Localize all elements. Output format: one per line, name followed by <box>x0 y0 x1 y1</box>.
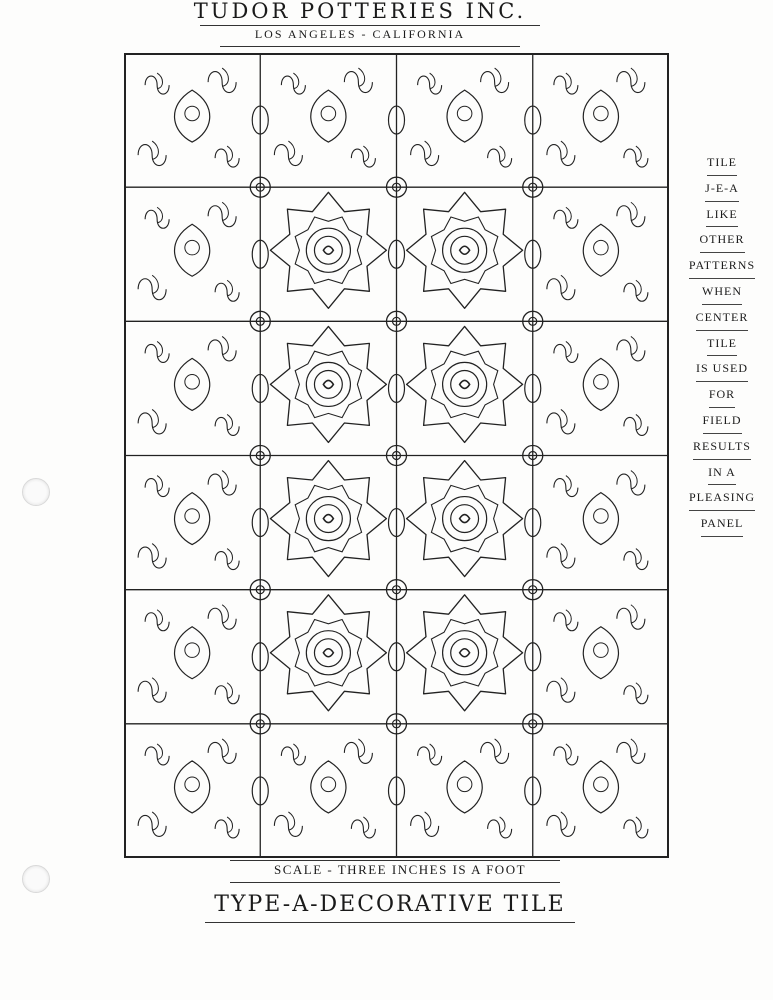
leaf-motif <box>175 358 210 410</box>
scroll-motif <box>624 686 648 704</box>
side-note-line: LIKE <box>706 202 737 228</box>
flower-inner <box>431 351 497 417</box>
flower-center <box>314 370 342 398</box>
scroll-curl <box>222 605 228 623</box>
scroll-motif <box>274 815 302 836</box>
leaf-eye <box>185 509 200 524</box>
flower-center <box>451 639 479 667</box>
scroll-curl <box>152 409 158 427</box>
company-city: LOS ANGELES - CALIFORNIA <box>254 27 466 41</box>
scroll-motif <box>624 283 648 301</box>
scroll-motif <box>554 210 578 228</box>
flower-ring <box>306 497 350 541</box>
scroll-curl <box>293 744 298 760</box>
tile-pattern-drawing <box>124 53 669 858</box>
scroll-motif <box>344 742 372 763</box>
scroll-curl <box>430 744 435 760</box>
scroll-motif <box>617 742 645 763</box>
scroll-motif <box>138 145 166 166</box>
scroll-curl <box>500 146 505 162</box>
side-note-line: TILE <box>707 150 737 176</box>
flower-inner <box>295 620 361 687</box>
scroll-motif <box>215 820 239 838</box>
scroll-curl <box>566 73 571 89</box>
scroll-motif <box>215 552 239 570</box>
scroll-motif <box>481 72 509 93</box>
scroll-curl <box>157 207 162 223</box>
scroll-motif <box>138 815 166 836</box>
scroll-curl <box>631 202 637 220</box>
leaf-motif <box>447 761 482 813</box>
scroll-curl <box>157 73 162 89</box>
flower-outline <box>270 461 386 577</box>
scroll-curl <box>425 812 431 830</box>
scroll-curl <box>227 146 232 162</box>
scroll-curl <box>495 739 501 757</box>
flower-outline <box>270 192 386 308</box>
flower-core <box>323 246 333 254</box>
flower-ring <box>306 362 350 406</box>
leaf-motif <box>447 90 482 142</box>
scale-rule-top <box>230 860 560 861</box>
flower-ring <box>306 228 350 272</box>
scroll-curl <box>157 744 162 760</box>
scroll-motif <box>547 145 575 166</box>
scroll-motif <box>215 283 239 301</box>
scroll-curl <box>636 146 641 162</box>
flower-center <box>451 370 479 398</box>
scroll-curl <box>152 275 158 293</box>
leaf-motif <box>583 493 618 545</box>
side-note-line: J-E-A <box>705 176 739 202</box>
leaf-eye <box>185 777 200 792</box>
leaf-eye <box>185 375 200 390</box>
flower-outline <box>270 595 386 711</box>
side-note-line: OTHER <box>700 227 745 253</box>
scroll-curl <box>561 409 567 427</box>
scroll-curl <box>495 68 501 86</box>
scroll-motif <box>344 72 372 93</box>
flower-center <box>451 505 479 533</box>
scroll-motif <box>208 72 236 93</box>
leaf-eye <box>321 777 336 792</box>
scroll-curl <box>561 275 567 293</box>
flower-core <box>323 515 333 523</box>
flower-outline <box>407 595 523 711</box>
scale-rule-bottom <box>230 882 560 883</box>
flower-ring <box>306 631 350 675</box>
side-note-line: WHEN <box>702 279 742 305</box>
scroll-curl <box>152 812 158 830</box>
flower-core <box>460 246 470 254</box>
leaf-eye <box>594 375 609 390</box>
leaf-eye <box>594 106 609 121</box>
scroll-curl <box>227 414 232 430</box>
scroll-motif <box>145 747 169 765</box>
flower-center <box>314 505 342 533</box>
side-note-line: IS USED <box>696 356 748 382</box>
side-note-line: PATTERNS <box>689 253 755 279</box>
leaf-motif <box>175 224 210 276</box>
side-note-line: FOR <box>709 382 735 408</box>
flower-ring <box>443 497 487 541</box>
flower-inner <box>431 217 497 284</box>
scroll-motif <box>617 72 645 93</box>
drawing-title: TYPE-A-DECORATIVE TILE <box>214 892 566 917</box>
scroll-curl <box>222 471 228 489</box>
scroll-curl <box>636 817 641 833</box>
scroll-motif <box>411 145 439 166</box>
leaf-eye <box>185 106 200 121</box>
scroll-curl <box>152 678 158 696</box>
header-rule-2 <box>220 46 520 47</box>
scroll-motif <box>554 747 578 765</box>
flower-core <box>323 649 333 657</box>
scroll-curl <box>288 141 294 159</box>
leaf-motif <box>583 358 618 410</box>
scroll-motif <box>281 76 305 94</box>
scroll-curl <box>288 812 294 830</box>
flower-ring <box>443 631 487 675</box>
scroll-curl <box>561 544 567 562</box>
flower-outline <box>270 326 386 442</box>
leaf-eye <box>321 106 336 121</box>
scroll-curl <box>631 739 637 757</box>
scroll-motif <box>411 815 439 836</box>
leaf-eye <box>594 777 609 792</box>
scroll-curl <box>227 683 232 699</box>
scroll-motif <box>145 479 169 497</box>
scroll-motif <box>488 149 512 167</box>
flower-ring <box>443 228 487 272</box>
scroll-motif <box>554 344 578 362</box>
leaf-motif <box>175 493 210 545</box>
flower-inner <box>295 351 361 417</box>
leaf-eye <box>185 643 200 658</box>
scroll-motif <box>624 149 648 167</box>
scroll-curl <box>222 739 228 757</box>
scroll-curl <box>363 817 368 833</box>
scroll-motif <box>145 210 169 228</box>
leaf-motif <box>311 90 346 142</box>
scroll-curl <box>636 549 641 565</box>
scroll-curl <box>293 73 298 89</box>
scroll-motif <box>624 820 648 838</box>
scroll-curl <box>227 280 232 296</box>
scroll-curl <box>500 817 505 833</box>
side-note-line: RESULTS <box>693 434 751 460</box>
scale-note: SCALE - THREE INCHES IS A FOOT <box>273 862 527 877</box>
flower-outline <box>407 326 523 442</box>
scroll-curl <box>636 280 641 296</box>
side-note-line: CENTER <box>696 305 749 331</box>
scroll-motif <box>547 681 575 702</box>
scroll-curl <box>358 68 364 86</box>
side-note-line: FIELD <box>703 408 742 434</box>
flower-inner <box>295 217 361 284</box>
leaf-eye <box>594 509 609 524</box>
scroll-curl <box>425 141 431 159</box>
flower-ring <box>443 362 487 406</box>
scroll-motif <box>617 206 645 227</box>
scroll-curl <box>636 414 641 430</box>
leaf-motif <box>175 90 210 142</box>
scroll-motif <box>138 681 166 702</box>
leaf-motif <box>583 627 618 679</box>
scroll-curl <box>566 610 571 626</box>
scroll-motif <box>138 279 166 300</box>
scroll-motif <box>145 613 169 631</box>
scroll-motif <box>208 742 236 763</box>
scroll-motif <box>418 747 442 765</box>
flower-inner <box>431 485 497 551</box>
scroll-motif <box>547 815 575 836</box>
scroll-motif <box>617 608 645 629</box>
leaf-motif <box>175 627 210 679</box>
side-note-line: PLEASING <box>689 485 755 511</box>
flower-core <box>323 380 333 388</box>
side-note-line: TILE <box>707 331 737 357</box>
scroll-motif <box>215 417 239 435</box>
scroll-curl <box>561 812 567 830</box>
flower-center <box>314 639 342 667</box>
scroll-motif <box>351 149 375 167</box>
leaf-eye <box>185 240 200 255</box>
scroll-motif <box>351 820 375 838</box>
leaf-eye <box>594 240 609 255</box>
leaf-motif <box>311 761 346 813</box>
leaf-eye <box>457 777 472 792</box>
scroll-motif <box>138 413 166 434</box>
scroll-curl <box>222 336 228 354</box>
side-note-line: IN A <box>708 460 736 486</box>
leaf-eye <box>594 643 609 658</box>
scroll-curl <box>152 544 158 562</box>
leaf-eye <box>457 106 472 121</box>
binder-hole-top <box>22 478 50 506</box>
scroll-curl <box>631 471 637 489</box>
scroll-motif <box>547 279 575 300</box>
scroll-curl <box>631 605 637 623</box>
scroll-motif <box>208 608 236 629</box>
scroll-curl <box>358 739 364 757</box>
scroll-motif <box>617 474 645 495</box>
binder-hole-bottom <box>22 865 50 893</box>
scroll-motif <box>547 547 575 568</box>
scroll-motif <box>481 742 509 763</box>
scroll-motif <box>145 76 169 94</box>
scroll-motif <box>624 552 648 570</box>
scroll-curl <box>157 341 162 357</box>
flower-outline <box>407 461 523 577</box>
scroll-curl <box>561 141 567 159</box>
scroll-curl <box>566 744 571 760</box>
scroll-curl <box>152 141 158 159</box>
scroll-curl <box>157 610 162 626</box>
scroll-motif <box>138 547 166 568</box>
scroll-motif <box>554 76 578 94</box>
scroll-motif <box>624 417 648 435</box>
scroll-curl <box>157 476 162 492</box>
scroll-curl <box>227 817 232 833</box>
scroll-motif <box>488 820 512 838</box>
scroll-curl <box>222 202 228 220</box>
scroll-motif <box>145 344 169 362</box>
scroll-motif <box>617 340 645 361</box>
side-note <box>672 150 772 537</box>
side-note-line: PANEL <box>701 511 744 537</box>
title-rule <box>205 922 575 923</box>
scroll-motif <box>554 479 578 497</box>
flower-center <box>314 236 342 264</box>
scroll-curl <box>561 678 567 696</box>
scroll-motif <box>208 340 236 361</box>
scroll-motif <box>208 474 236 495</box>
flower-center <box>451 236 479 264</box>
flower-inner <box>431 620 497 687</box>
scroll-curl <box>222 68 228 86</box>
scroll-curl <box>566 341 571 357</box>
leaf-motif <box>583 224 618 276</box>
flower-core <box>460 649 470 657</box>
flower-core <box>460 380 470 388</box>
scroll-motif <box>547 413 575 434</box>
scroll-motif <box>274 145 302 166</box>
scroll-curl <box>566 476 571 492</box>
scroll-curl <box>631 336 637 354</box>
leaf-motif <box>583 90 618 142</box>
letterhead <box>150 0 570 42</box>
scroll-motif <box>281 747 305 765</box>
scroll-motif <box>215 149 239 167</box>
scroll-curl <box>636 683 641 699</box>
scroll-curl <box>631 68 637 86</box>
company-name: TUDOR POTTERIES INC. <box>193 0 527 23</box>
scroll-curl <box>566 207 571 223</box>
scroll-motif <box>208 206 236 227</box>
leaf-motif <box>583 761 618 813</box>
scroll-motif <box>215 686 239 704</box>
flower-core <box>460 515 470 523</box>
scroll-curl <box>430 73 435 89</box>
header-rule-1 <box>200 25 540 26</box>
scroll-motif <box>418 76 442 94</box>
scroll-curl <box>363 146 368 162</box>
leaf-motif <box>175 761 210 813</box>
scroll-curl <box>227 549 232 565</box>
flower-inner <box>295 485 361 551</box>
flower-outline <box>407 192 523 308</box>
scroll-motif <box>554 613 578 631</box>
